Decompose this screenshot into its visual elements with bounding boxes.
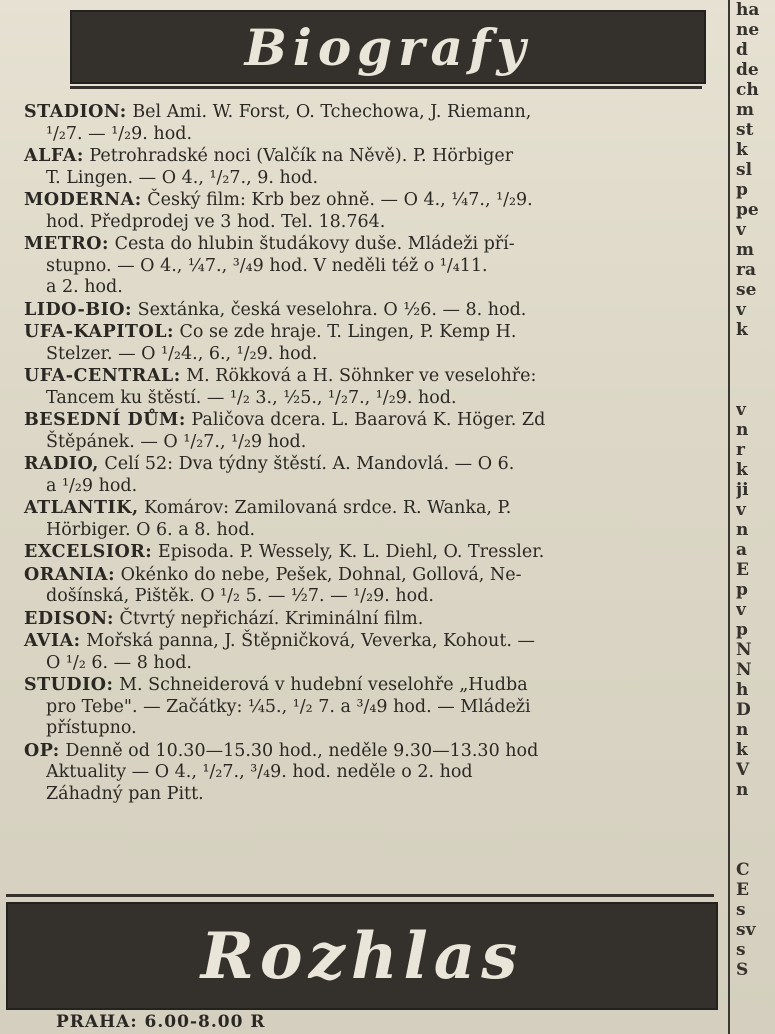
listing-continuation: a 2. hod.: [46, 277, 123, 297]
listing-continuation: Štěpánek. — O ¹/₂7., ¹/₂9 hod.: [46, 431, 307, 452]
cinema-name: AVIA:: [24, 631, 81, 651]
fragment-text: k: [736, 140, 748, 160]
listing-continuation: O ¹/₂ 6. — 8 hod.: [46, 652, 192, 673]
listing-first-line: [24, 410, 545, 430]
cinema-name: STADION:: [24, 102, 127, 122]
fragment-text: n: [736, 420, 749, 440]
fragment-text: [736, 820, 775, 840]
cinema-listings: [24, 102, 724, 806]
fragment-text: C: [736, 860, 750, 880]
listing-text: Bel Ami. W. Forst, O. Tchechowa, J. Riemann,: [132, 102, 532, 122]
rozhlas-banner: [6, 902, 718, 1010]
fragment-text: n: [736, 720, 749, 740]
cinema-name: ORANIA:: [24, 564, 116, 585]
fragment-text: [736, 800, 775, 820]
fragment-text: ji: [736, 480, 749, 500]
listing-continuation: došínská, Pištěk. O ¹/₂ 5. — ½7. — ¹/₂9. hod.: [46, 586, 434, 606]
listing-continuation: Hörbiger. O 6. a 8. hod.: [46, 519, 256, 540]
listing-text: Čtvrtý nepřichází. Kriminální film.: [119, 608, 424, 629]
listing-first-line: [24, 300, 526, 320]
fragment-text: v: [736, 500, 746, 520]
cinema-name: EXCELSIOR:: [24, 542, 153, 562]
fragment-text: k: [736, 320, 748, 340]
fragment-text: D: [736, 700, 751, 720]
listing-text: Petrohradské noci (Valčík na Něvě). P. Hörbiger: [89, 146, 514, 166]
listing-first-line: [24, 102, 531, 122]
listing-entry: [24, 565, 724, 608]
fragment-text: p: [736, 580, 748, 600]
listing-first-line: [24, 190, 533, 210]
cinema-name: METRO:: [24, 234, 109, 254]
listing-continuation: a ¹/₂9 hod.: [46, 475, 138, 496]
cinema-name: MODERNA:: [24, 190, 142, 210]
listing-text: Co se zde hraje. T. Lingen, P. Kemp H.: [179, 322, 517, 342]
listing-text: M. Rökková a H. Söhnker ve veselohře:: [186, 366, 537, 386]
listing-first-line: [24, 366, 536, 386]
cinema-name: ATLANTIK,: [24, 498, 139, 518]
listing-text: Celí 52: Dva týdny štěstí. A. Mandovlá. — O 6.: [104, 454, 515, 474]
fragment-text: de: [736, 60, 759, 80]
listing-first-line: [24, 498, 511, 518]
listing-entry: [24, 102, 724, 145]
listing-first-line: [24, 675, 528, 695]
listing-continuation: Tancem ku štěstí. — ¹/₂ 3., ½5., ¹/₂7., ¹/₂9. hod.: [46, 387, 457, 408]
listing-entry: [24, 300, 724, 322]
listing-text: Komárov: Zamilovaná srdce. R. Wanka, P.: [144, 498, 512, 518]
listing-continuation: pro Tebe". — Začátky: ¼5., ¹/₂ 7. a ³/₄9 hod. — Mládeži: [46, 696, 531, 717]
listing-entry: [24, 454, 724, 497]
fragment-text: v: [736, 600, 746, 620]
fragment-text: p: [736, 620, 748, 640]
listing-entry: [24, 675, 724, 740]
fragment-text: pe: [736, 200, 759, 220]
fragment-text: ra: [736, 260, 756, 280]
listing-entry: [24, 366, 724, 409]
fragment-text: ch: [736, 80, 759, 100]
listing-entry: [24, 410, 724, 453]
cinema-name: UFA-KAPITOL:: [24, 322, 174, 342]
banner-title: Biografy: [244, 17, 532, 77]
listing-first-line: [24, 234, 515, 254]
listing-continuation: Aktuality — O 4., ¹/₂7., ³/₄9. hod. neděle o 2. hod: [46, 762, 473, 782]
fragment-text: S: [736, 960, 749, 980]
cinema-name: LIDO-BIO:: [24, 299, 132, 320]
listing-entry: [24, 234, 724, 299]
fragment-text: se: [736, 280, 757, 300]
fragment-text: [736, 380, 775, 400]
listing-continuation: T. Lingen. — O 4., ¹/₂7., 9. hod.: [46, 167, 319, 188]
listing-text: Okénko do nebe, Pešek, Dohnal, Gollová, Ne-: [120, 564, 522, 585]
listing-entry: [24, 498, 724, 541]
listing-first-line: [24, 146, 513, 166]
biografy-banner: [70, 10, 706, 84]
fragment-text: k: [736, 740, 748, 760]
fragment-text: m: [736, 240, 754, 260]
fragment-text: [736, 840, 775, 860]
listing-first-line: [24, 609, 423, 629]
listing-entry: [24, 609, 724, 631]
fragment-text: E: [736, 880, 749, 900]
fragment-text: ne: [736, 20, 760, 40]
listing-entry: [24, 631, 724, 674]
fragment-text: n: [736, 520, 749, 540]
radio-schedule-start: PRAHA: 6.00-8.00 R: [56, 1012, 266, 1032]
fragment-text: N: [736, 640, 752, 660]
listing-entry: [24, 741, 724, 806]
listing-text: Cesta do hlubin študákovy duše. Mládeži pří-: [114, 234, 515, 254]
fragment-text: h: [736, 680, 749, 700]
fragment-text: [736, 340, 775, 360]
fragment-text: [736, 360, 775, 380]
fragment-text: sv: [736, 920, 756, 940]
fragment-text: p: [736, 180, 748, 200]
listing-continuation: ¹/₂7. — ¹/₂9. hod.: [46, 123, 193, 144]
listing-text: Mořská panna, J. Štěpničková, Veverka, Kohout. —: [86, 631, 535, 651]
fragment-text: r: [736, 440, 745, 460]
cinema-name: BESEDNÍ DŮM:: [24, 410, 186, 430]
column-divider: [728, 0, 730, 1034]
listing-first-line: [24, 542, 544, 562]
fragment-text: d: [736, 40, 748, 60]
banner-underline: [70, 86, 702, 89]
listing-first-line: [24, 322, 516, 342]
cinema-name: STUDIO:: [24, 675, 114, 695]
listing-continuation: Stelzer. — O ¹/₂4., 6., ¹/₂9. hod.: [46, 343, 318, 364]
listing-first-line: [24, 741, 538, 761]
fragment-text: ha: [736, 0, 760, 20]
fragment-text: v: [736, 300, 746, 320]
listing-first-line: [24, 631, 535, 651]
listing-text: Denně od 10.30—15.30 hod., neděle 9.30—13.30 hod: [65, 740, 539, 761]
listing-continuation: stupno. — O 4., ¼7., ³/₄9 hod. V neděli též o ¹/₄11.: [46, 255, 488, 276]
cinema-name: OP:: [24, 740, 60, 761]
listing-first-line: [24, 454, 514, 474]
fragment-text: v: [736, 220, 746, 240]
cinema-name: UFA-CENTRAL:: [24, 366, 181, 386]
fragment-text: st: [736, 120, 754, 140]
cinema-name: EDISON:: [24, 608, 114, 629]
fragment-text: n: [736, 780, 749, 800]
fragment-text: E: [736, 560, 749, 580]
listing-continuation: Záhadný pan Pitt.: [46, 783, 204, 804]
adjacent-column-fragments: [736, 0, 775, 1034]
listing-continuation: přístupno.: [46, 718, 137, 738]
listing-text: Paličova dcera. L. Baarová K. Höger. Zd: [191, 410, 546, 430]
fragment-text: a: [736, 540, 748, 560]
cinema-name: ALFA:: [24, 146, 84, 166]
listing-entry: [24, 146, 724, 189]
listing-text: Episoda. P. Wessely, K. L. Diehl, O. Tressler.: [157, 542, 545, 562]
fragment-text: s: [736, 940, 746, 960]
fragment-text: v: [736, 400, 746, 420]
fragment-text: k: [736, 460, 748, 480]
listing-first-line: [24, 565, 522, 585]
fragment-text: V: [736, 760, 750, 780]
cinema-name: RADIO,: [24, 454, 99, 474]
banner-overline: [6, 894, 714, 897]
listing-text: M. Schneiderová v hudební veselohře „Hudba: [119, 675, 528, 695]
listing-entry: [24, 542, 724, 564]
listing-entry: [24, 190, 724, 233]
listing-text: Sextánka, česká veselohra. O ½6. — 8. hod.: [137, 299, 527, 320]
fragment-text: m: [736, 100, 754, 120]
banner-title: Rozhlas: [200, 918, 524, 994]
fragment-text: N: [736, 660, 752, 680]
fragment-text: s: [736, 900, 746, 920]
listing-entry: [24, 322, 724, 365]
fragment-text: sl: [736, 160, 753, 180]
listing-text: Český film: Krb bez ohně. — O 4., ¼7., ¹/₂9.: [147, 190, 533, 210]
listing-continuation: hod. Předprodej ve 3 hod. Tel. 18.764.: [46, 211, 386, 232]
